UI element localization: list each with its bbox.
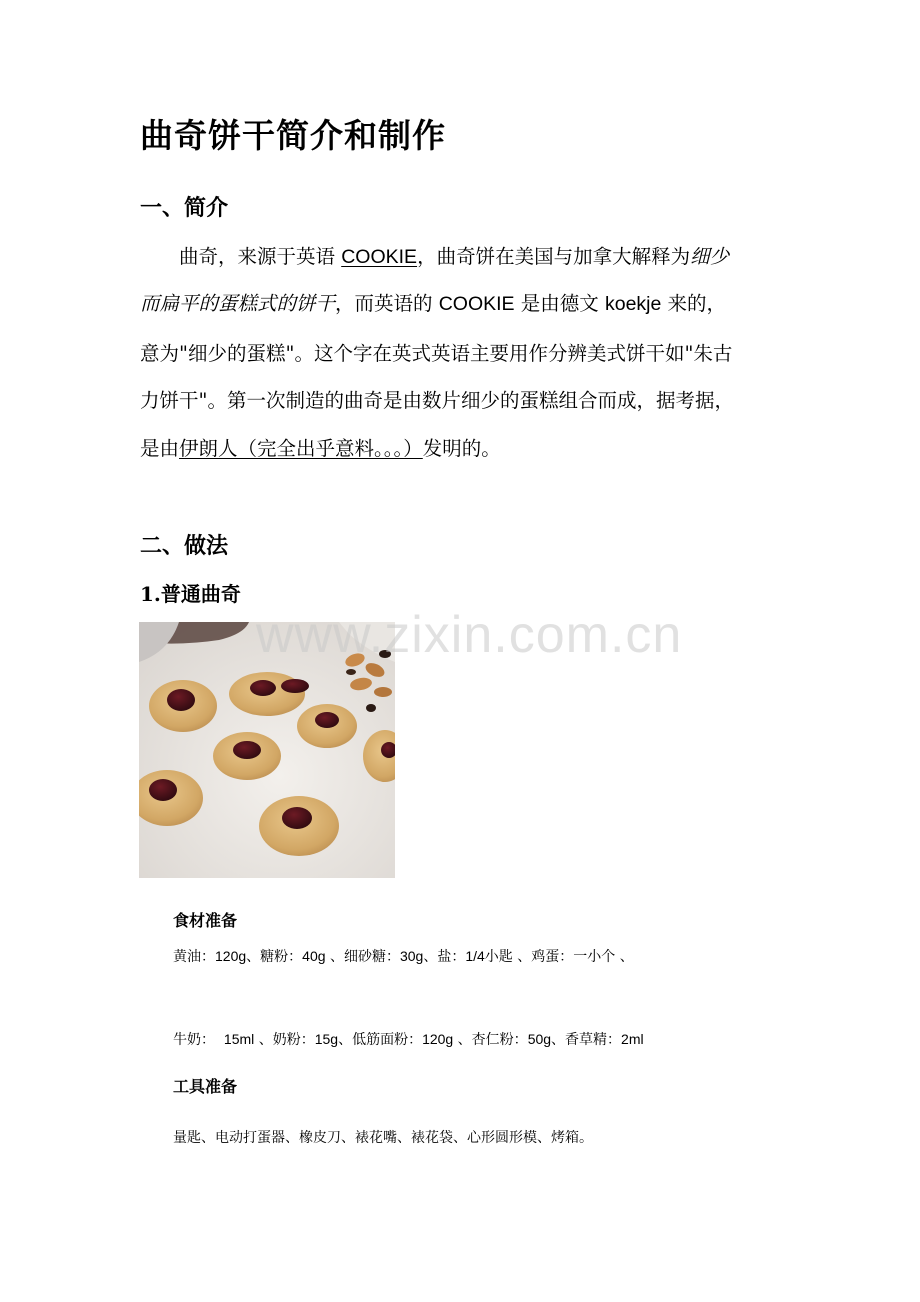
cookie-icon <box>259 796 339 856</box>
text-span: 、糖粉： <box>246 949 303 965</box>
amount: 120g <box>422 1031 454 1047</box>
amount: 120g <box>215 948 247 964</box>
intro-line-3: 意为"细少的蛋糕"。这个字在英式英语主要用作分辨美式饼干如"朱古 <box>140 342 733 365</box>
tools-heading: 工具准备 <box>173 1077 238 1096</box>
text-span: 、盐： <box>423 949 466 965</box>
amount: 15g <box>314 1031 339 1047</box>
text-span: 黄油： <box>173 949 215 965</box>
text-span: 是由 <box>140 437 180 460</box>
intro-line-4: 力饼干"。第一次制造的曲奇是由数片细少的蛋糕组合而成，据考据， <box>140 389 734 412</box>
text-span: 、杏仁粉： <box>453 1032 528 1048</box>
amount: 15ml <box>223 1031 255 1047</box>
text-span: 是由德文 <box>514 292 605 315</box>
text-span: 、低筋面粉： <box>338 1032 423 1048</box>
amount: 2ml <box>621 1031 644 1047</box>
ingredients-line-2 <box>173 1028 644 1051</box>
tools-line: 量匙、电动打蛋器、橡皮刀、裱花嘴、裱花袋、心形圆形模、烤箱。 <box>173 1130 593 1146</box>
amount: 50g <box>527 1031 552 1047</box>
latin-text: koekje <box>604 293 662 315</box>
amount: 40g <box>302 948 326 964</box>
intro-line-2 <box>140 289 726 319</box>
intro-line-5 <box>140 434 501 464</box>
page-title: 曲奇饼干简介和制作 <box>140 116 446 155</box>
cookie-icon <box>149 680 217 732</box>
section-heading-method: 二、做法 <box>140 534 229 559</box>
ingredients-heading: 食材准备 <box>173 911 238 930</box>
amount: 30g <box>399 948 424 964</box>
cookie-icon <box>297 704 357 748</box>
ingredients-line-1 <box>173 945 634 968</box>
text-span: 小匙 、鸡蛋：一小个 、 <box>484 949 634 965</box>
intro-line-1 <box>140 242 729 272</box>
cookie-icon <box>213 732 281 780</box>
watermark: www.zixin.com.cn <box>256 606 683 664</box>
text-span: 、奶粉： <box>254 1032 315 1048</box>
iran-link[interactable]: 伊朗人（完全出乎意料。。。） <box>179 437 423 460</box>
text-span: 牛奶： <box>173 1032 224 1048</box>
italic-text: 而扁平的蛋糕式的饼干 <box>140 292 336 315</box>
italic-text: 细少 <box>690 245 730 268</box>
amount: 1/4 <box>465 948 485 964</box>
text-span: 曲奇，来源于英语 <box>140 245 342 268</box>
text-span: ，曲奇饼在美国与加拿大解释为 <box>417 245 691 268</box>
subsection-heading: 1.普通曲奇 <box>140 582 241 606</box>
cookie-link[interactable]: COOKIE <box>341 246 418 268</box>
section-heading-intro: 一、简介 <box>140 196 229 221</box>
text-span: ，而英语的 <box>335 292 439 315</box>
text-span: 来的， <box>661 292 727 315</box>
latin-text: COOKIE <box>438 293 515 315</box>
text-span: 、香草精： <box>551 1032 622 1048</box>
text-span: 发明的。 <box>422 437 501 460</box>
text-span: 、细砂糖： <box>325 949 400 965</box>
